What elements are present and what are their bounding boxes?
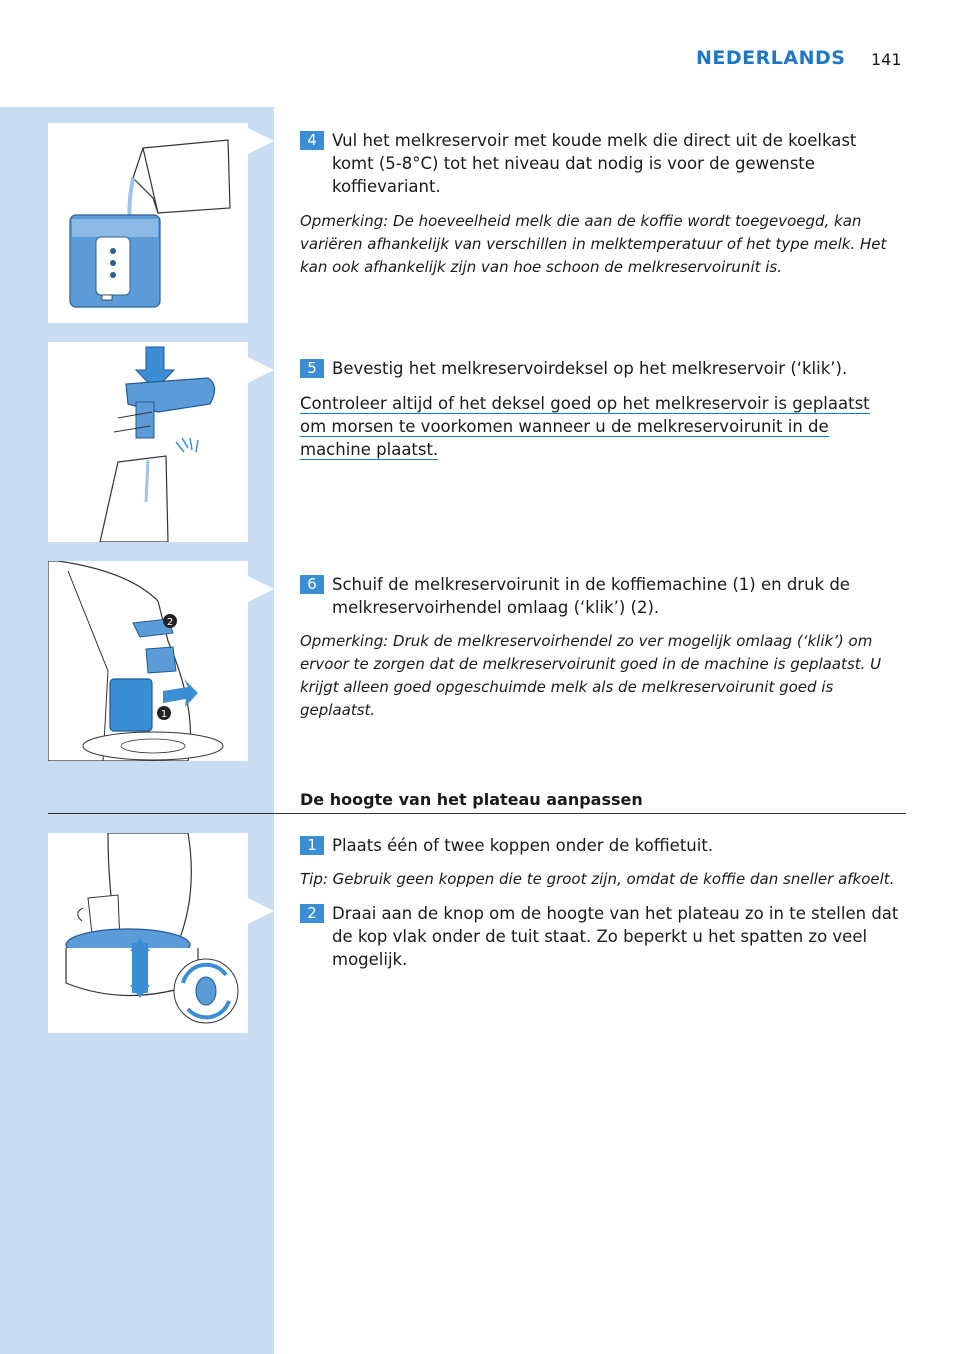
warning-link[interactable] xyxy=(300,392,890,461)
header-language: NEDERLANDS xyxy=(696,47,846,69)
step-number: 4 xyxy=(300,131,324,150)
lid-attach-icon xyxy=(48,342,248,542)
section-title: De hoogte van het plateau aanpassen xyxy=(300,790,643,809)
badge-1: 1 xyxy=(160,709,168,720)
step-text: Bevestig het melkreservoirdeksel op het melkreservoir (‘klik’). xyxy=(332,359,848,378)
step-text: Schuif de melkreservoirunit in de koffiemachine (1) en druk de melkreservoirhendel omlaag (‘klik’) (2). xyxy=(332,575,850,617)
note-step-6: Opmerking: Druk de melkreservoirhendel zo ver mogelijk omlaag (‘klik’) om ervoor te zorgen dat de melkreservoirunit goed in de machine is geplaatst. U krijgt alleen goed opgeschuimde melk als de melkreservoirunit goed is geplaatst. xyxy=(300,632,882,719)
section-step-1 xyxy=(300,834,900,857)
plateau-adjust-illustration xyxy=(48,833,248,1033)
section-divider xyxy=(48,813,906,814)
section-step-2 xyxy=(300,902,900,971)
lid-attach-illustration xyxy=(48,342,248,542)
step-5 xyxy=(300,357,900,380)
badge-2: 2 xyxy=(166,617,174,628)
insert-unit-icon xyxy=(48,561,248,761)
note-step-4: Opmerking: De hoeveelheid melk die aan de koffie wordt toegevoegd, kan variëren afhankelijk van verschillen in melktemperatuur of het type melk. Het kan ook afhankelijk zijn van hoe schoon de melkreservoirunit is. xyxy=(300,212,887,276)
tip-text: Tip: Gebruik geen koppen die te groot zijn, omdat de koffie dan sneller afkoelt. xyxy=(300,870,895,888)
figure-pointer xyxy=(248,357,274,383)
step-number: 1 xyxy=(300,836,324,855)
step-text: Vul het melkreservoir met koude melk die direct uit de koelkast komt (5-8°C) tot het niveau dat nodig is voor de gewenste koffievariant. xyxy=(332,131,857,196)
page-number: 141 xyxy=(871,50,902,69)
step-text: Draai aan de knop om de hoogte van het plateau zo in te stellen dat de kop vlak onder de tuit staat. Zo beperkt u het spatten zo veel mogelijk. xyxy=(332,904,899,969)
milk-pour-icon xyxy=(48,123,248,323)
step-text: Plaats één of twee koppen onder de koffietuit. xyxy=(332,836,714,855)
step-4 xyxy=(300,129,900,198)
step-number: 5 xyxy=(300,359,324,378)
step-number: 6 xyxy=(300,575,324,594)
milk-pour-illustration xyxy=(48,123,248,323)
step-number: 2 xyxy=(300,904,324,923)
warning-link-text[interactable]: Controleer altijd of het deksel goed op het melkreservoir is geplaatst om morsen te voorkomen wanneer u de melkreservoirunit in de machine plaatst. xyxy=(300,394,870,459)
figure-pointer xyxy=(248,128,274,154)
figure-pointer xyxy=(248,898,274,924)
figure-pointer xyxy=(248,576,274,602)
plateau-adjust-icon xyxy=(48,833,248,1033)
insert-unit-illustration xyxy=(48,561,248,761)
step-6 xyxy=(300,573,900,619)
